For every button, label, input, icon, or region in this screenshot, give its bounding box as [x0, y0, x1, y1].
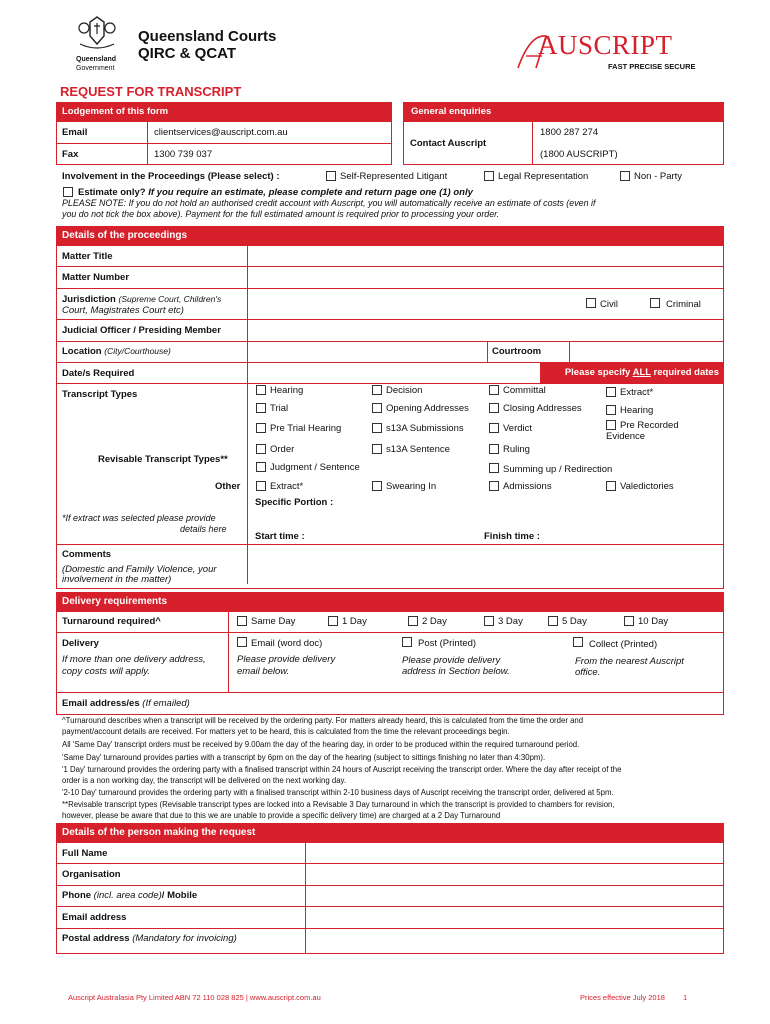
extract-label: Extract* — [620, 387, 654, 398]
jurisdiction-hint: Court, Magistrates Court etc) — [62, 305, 184, 316]
delivery-note-2: copy costs will apply. — [62, 666, 150, 677]
hearing2-label: Hearing — [620, 405, 654, 416]
order-checkbox[interactable] — [256, 444, 266, 454]
gov-line2: Government — [76, 65, 115, 72]
extract-checkbox[interactable] — [606, 387, 616, 397]
hearing2-checkbox[interactable] — [606, 405, 616, 415]
finish-time-label: Finish time : — [484, 531, 540, 542]
estimate-note-line3: you do not tick the box above). Payment for the full estimated amount is required prior to processing your order. — [62, 209, 500, 219]
legal-representation-label: Legal Representation — [498, 171, 589, 182]
s13a-sentence-label: s13A Sentence — [386, 444, 450, 455]
contact-phone: 1800 287 274 — [540, 127, 599, 138]
email-address-field[interactable] — [230, 694, 722, 713]
delivery-label: Delivery — [62, 638, 99, 649]
civil-label: Civil — [600, 299, 618, 310]
prerecorded-checkbox[interactable] — [606, 420, 616, 430]
turnaround-note-1: ^Turnaround describes when a transcript will be received by the ordering party. For matters already heard, this is calculated from the time the order and — [62, 716, 584, 725]
ten-day-label: 10 Day — [638, 616, 669, 627]
email-label: Email — [62, 127, 88, 138]
enquiries-heading: General enquiries — [403, 102, 724, 121]
s13a-submissions-label: s13A Submissions — [386, 423, 464, 434]
involvement-label: Involvement in the Proceedings (Please select) : — [62, 171, 280, 182]
fax-label: Fax — [62, 149, 79, 160]
two-day-label: 2 Day — [422, 616, 447, 627]
gov-line1: Queensland — [76, 56, 117, 63]
turnaround-note-2: payment/account details are received. For matters yet to be heard, this is calculated from the time the relevant proceedings begin. — [62, 727, 510, 736]
five-day-label: 5 Day — [562, 616, 587, 627]
court-subtitle: QIRC & QCAT — [138, 45, 237, 62]
proceedings-heading: Details of the proceedings — [56, 226, 724, 245]
estimate-note-line2: PLEASE NOTE: If you do not hold an authorised credit account with Auscript, you will automatically receive an estimate of costs (even if — [62, 198, 596, 208]
organisation-label: Organisation — [62, 869, 121, 880]
summing-up-checkbox[interactable] — [489, 463, 499, 473]
swearing-in-label: Swearing In — [386, 481, 437, 492]
turnaround-note-5: '1 Day' turnaround provides the ordering party with a finalised transcript within 24 hours of Auscript receiving the transcript order. Where the day after receipt of the — [62, 765, 622, 774]
prerecorded-label: Pre Recorded — [620, 420, 679, 431]
post-note-1: Please provide delivery — [402, 655, 501, 666]
post-note-2: address in Section below. — [402, 666, 510, 677]
swearing-in-checkbox[interactable] — [372, 481, 382, 491]
committal-label: Committal — [503, 385, 546, 396]
dates-note: Please specify ALL required dates — [540, 363, 724, 383]
turnaround-note-3: All 'Same Day' transcript orders must be received by 9.00am the day of the hearing day, in order to be produced within the required turnaround period. — [62, 740, 580, 749]
two-day-checkbox[interactable] — [408, 616, 418, 626]
specific-portion-label: Specific Portion : — [255, 497, 334, 508]
email-word-label: Email (word doc) — [251, 638, 323, 649]
extract-note-line2: details here — [180, 524, 227, 534]
one-day-label: 1 Day — [342, 616, 367, 627]
decision-checkbox[interactable] — [372, 385, 382, 395]
trial-label: Trial — [270, 403, 289, 414]
email-value[interactable]: clientservices@auscript.com.au — [154, 127, 288, 138]
brand-name: AUSCRIPT — [538, 30, 673, 60]
pretrial-checkbox[interactable] — [256, 423, 266, 433]
one-day-checkbox[interactable] — [328, 616, 338, 626]
brand-tagline: FAST PRECISE SECURE — [608, 62, 696, 71]
organisation-field[interactable] — [307, 865, 722, 883]
location-label: Location (City/Courthouse) — [62, 346, 171, 357]
phone-label: Phone (incl. area code)/ Mobile — [62, 890, 198, 901]
turnaround-note-6: order is a non working day, the transcript will be delivered on the next working day. — [62, 776, 347, 785]
collect-note-2: office. — [575, 667, 601, 678]
pretrial-label: Pre Trial Hearing — [270, 423, 342, 434]
fax-value: 1300 739 037 — [154, 149, 213, 160]
order-label: Order — [270, 444, 295, 455]
postal-address-label: Postal address (Mandatory for invoicing) — [62, 933, 237, 944]
non-party-checkbox[interactable] — [620, 171, 630, 181]
summing-up-label: Summing up / Redirection — [503, 464, 613, 475]
closing-addresses-label: Closing Addresses — [503, 403, 582, 414]
judgment-label: Judgment / Sentence — [270, 462, 360, 473]
email-note-2: email below. — [237, 666, 290, 677]
judgment-checkbox[interactable] — [256, 462, 266, 472]
requester-email-field[interactable] — [307, 908, 722, 926]
qld-government-crest — [72, 14, 122, 54]
post-printed-label: Post (Printed) — [418, 638, 477, 649]
extract2-label: Extract* — [270, 481, 304, 492]
collect-note-1: From the nearest Auscript — [575, 656, 684, 667]
matter-title-label: Matter Title — [62, 251, 113, 262]
comments-label: Comments — [62, 549, 112, 560]
prerecorded-label-2: Evidence — [606, 431, 646, 442]
civil-checkbox[interactable] — [586, 298, 596, 308]
valedictories-label: Valedictories — [620, 481, 674, 492]
jurisdiction-label: Jurisdiction (Supreme Court, Children's — [62, 294, 222, 305]
email-address-label: Email address/es (If emailed) — [62, 698, 190, 709]
form-title: REQUEST FOR TRANSCRIPT — [60, 84, 242, 99]
s13a-submissions-checkbox[interactable] — [372, 423, 382, 433]
ruling-label: Ruling — [503, 444, 530, 455]
committal-checkbox[interactable] — [489, 385, 499, 395]
s13a-sentence-checkbox[interactable] — [372, 444, 382, 454]
estimate-line1: Estimate only? If you require an estimate, please complete and return page one (1) only — [78, 187, 473, 198]
same-day-checkbox[interactable] — [237, 616, 247, 626]
decision-label: Decision — [386, 385, 423, 396]
collect-printed-label: Collect (Printed) — [589, 639, 658, 650]
contact-phone-alt: (1800 AUSCRIPT) — [540, 149, 618, 160]
extract-note-line1: *If extract was selected please provide — [62, 513, 216, 523]
opening-addresses-label: Opening Addresses — [386, 403, 469, 414]
admissions-checkbox[interactable] — [489, 481, 499, 491]
verdict-checkbox[interactable] — [489, 423, 499, 433]
lodgement-heading: Lodgement of this form — [56, 102, 392, 121]
delivery-note-1: If more than one delivery address, — [62, 654, 206, 665]
valedictories-checkbox[interactable] — [606, 481, 616, 491]
hearing-checkbox[interactable] — [256, 385, 266, 395]
matter-number-label: Matter Number — [62, 272, 130, 283]
trial-checkbox[interactable] — [256, 403, 266, 413]
post-printed-checkbox[interactable] — [402, 637, 412, 647]
footer-company: Auscript Australasia Pty Limited ABN 72 110 028 825 | www.auscript.com.au — [68, 993, 321, 1002]
ruling-checkbox[interactable] — [489, 444, 499, 454]
turnaround-note-7: '2-10 Day' turnaround provides the ordering party with a finalised transcript within 2-10 business days of Auscript receiving the transcript order, delivered at 5pm. — [62, 788, 614, 797]
hearing-label: Hearing — [270, 385, 304, 396]
comments-hint-2: involvement in the matter) — [62, 574, 172, 585]
revisable-types-label: Revisable Transcript Types** — [98, 454, 228, 465]
contact-label: Contact Auscript — [410, 138, 487, 149]
comments-field[interactable] — [249, 546, 722, 586]
requester-email-label: Email address — [62, 912, 127, 923]
turnaround-note-8: **Revisable transcript types (Revisable transcript types are locked into a Revisable 3 Day turnaround in which the transcript is provided to chambers for revision, — [62, 800, 615, 809]
same-day-label: Same Day — [251, 616, 296, 627]
full-name-field[interactable] — [307, 844, 722, 862]
delivery-heading: Delivery requirements — [56, 592, 724, 611]
admissions-label: Admissions — [503, 481, 552, 492]
collect-printed-checkbox[interactable] — [573, 637, 583, 647]
courtroom-label: Courtroom — [492, 346, 542, 357]
full-name-label: Full Name — [62, 848, 108, 859]
dates-label: Date/s Required — [62, 368, 135, 379]
judicial-officer-label: Judicial Officer / Presiding Member — [62, 325, 221, 336]
postal-address-field[interactable] — [307, 930, 722, 952]
legal-representation-checkbox[interactable] — [484, 171, 494, 181]
matter-number-field[interactable] — [249, 268, 722, 286]
verdict-label: Verdict — [503, 423, 533, 434]
start-time-label: Start time : — [255, 531, 305, 542]
transcript-types-label: Transcript Types — [62, 389, 138, 400]
five-day-checkbox[interactable] — [548, 616, 558, 626]
other-label: Other — [215, 481, 241, 492]
turnaround-label: Turnaround required^ — [62, 616, 161, 627]
extract2-checkbox[interactable] — [256, 481, 266, 491]
self-represented-checkbox[interactable] — [326, 171, 336, 181]
ten-day-checkbox[interactable] — [624, 616, 634, 626]
footer-page: 1 — [683, 993, 688, 1002]
three-day-label: 3 Day — [498, 616, 523, 627]
three-day-checkbox[interactable] — [484, 616, 494, 626]
criminal-label: Criminal — [666, 299, 701, 310]
estimate-checkbox[interactable] — [63, 187, 73, 197]
opening-addresses-checkbox[interactable] — [372, 403, 382, 413]
comments-hint-1: (Domestic and Family Violence, your — [62, 564, 217, 575]
self-represented-label: Self-Represented Litigant — [340, 171, 448, 182]
court-title: Queensland Courts — [138, 28, 277, 45]
matter-title-field[interactable] — [249, 247, 722, 265]
non-party-label: Non - Party — [634, 171, 683, 182]
requester-heading: Details of the person making the request — [56, 823, 724, 842]
email-word-checkbox[interactable] — [237, 637, 247, 647]
footer-prices: Prices effective July 2018 — [580, 993, 665, 1002]
email-note-1: Please provide delivery — [237, 654, 336, 665]
phone-field[interactable] — [307, 887, 722, 905]
closing-addresses-checkbox[interactable] — [489, 403, 499, 413]
turnaround-note-9: however, please be aware that due to this we are unable to provide a specific delivery time) are charged at a 2 Day Turnaround — [62, 811, 501, 820]
criminal-checkbox[interactable] — [650, 298, 660, 308]
turnaround-note-4: 'Same Day' turnaround provides parties with a transcript by 6pm on the day of the hearing (subject to sittings finishing no later than 4:30pm). — [62, 753, 546, 762]
